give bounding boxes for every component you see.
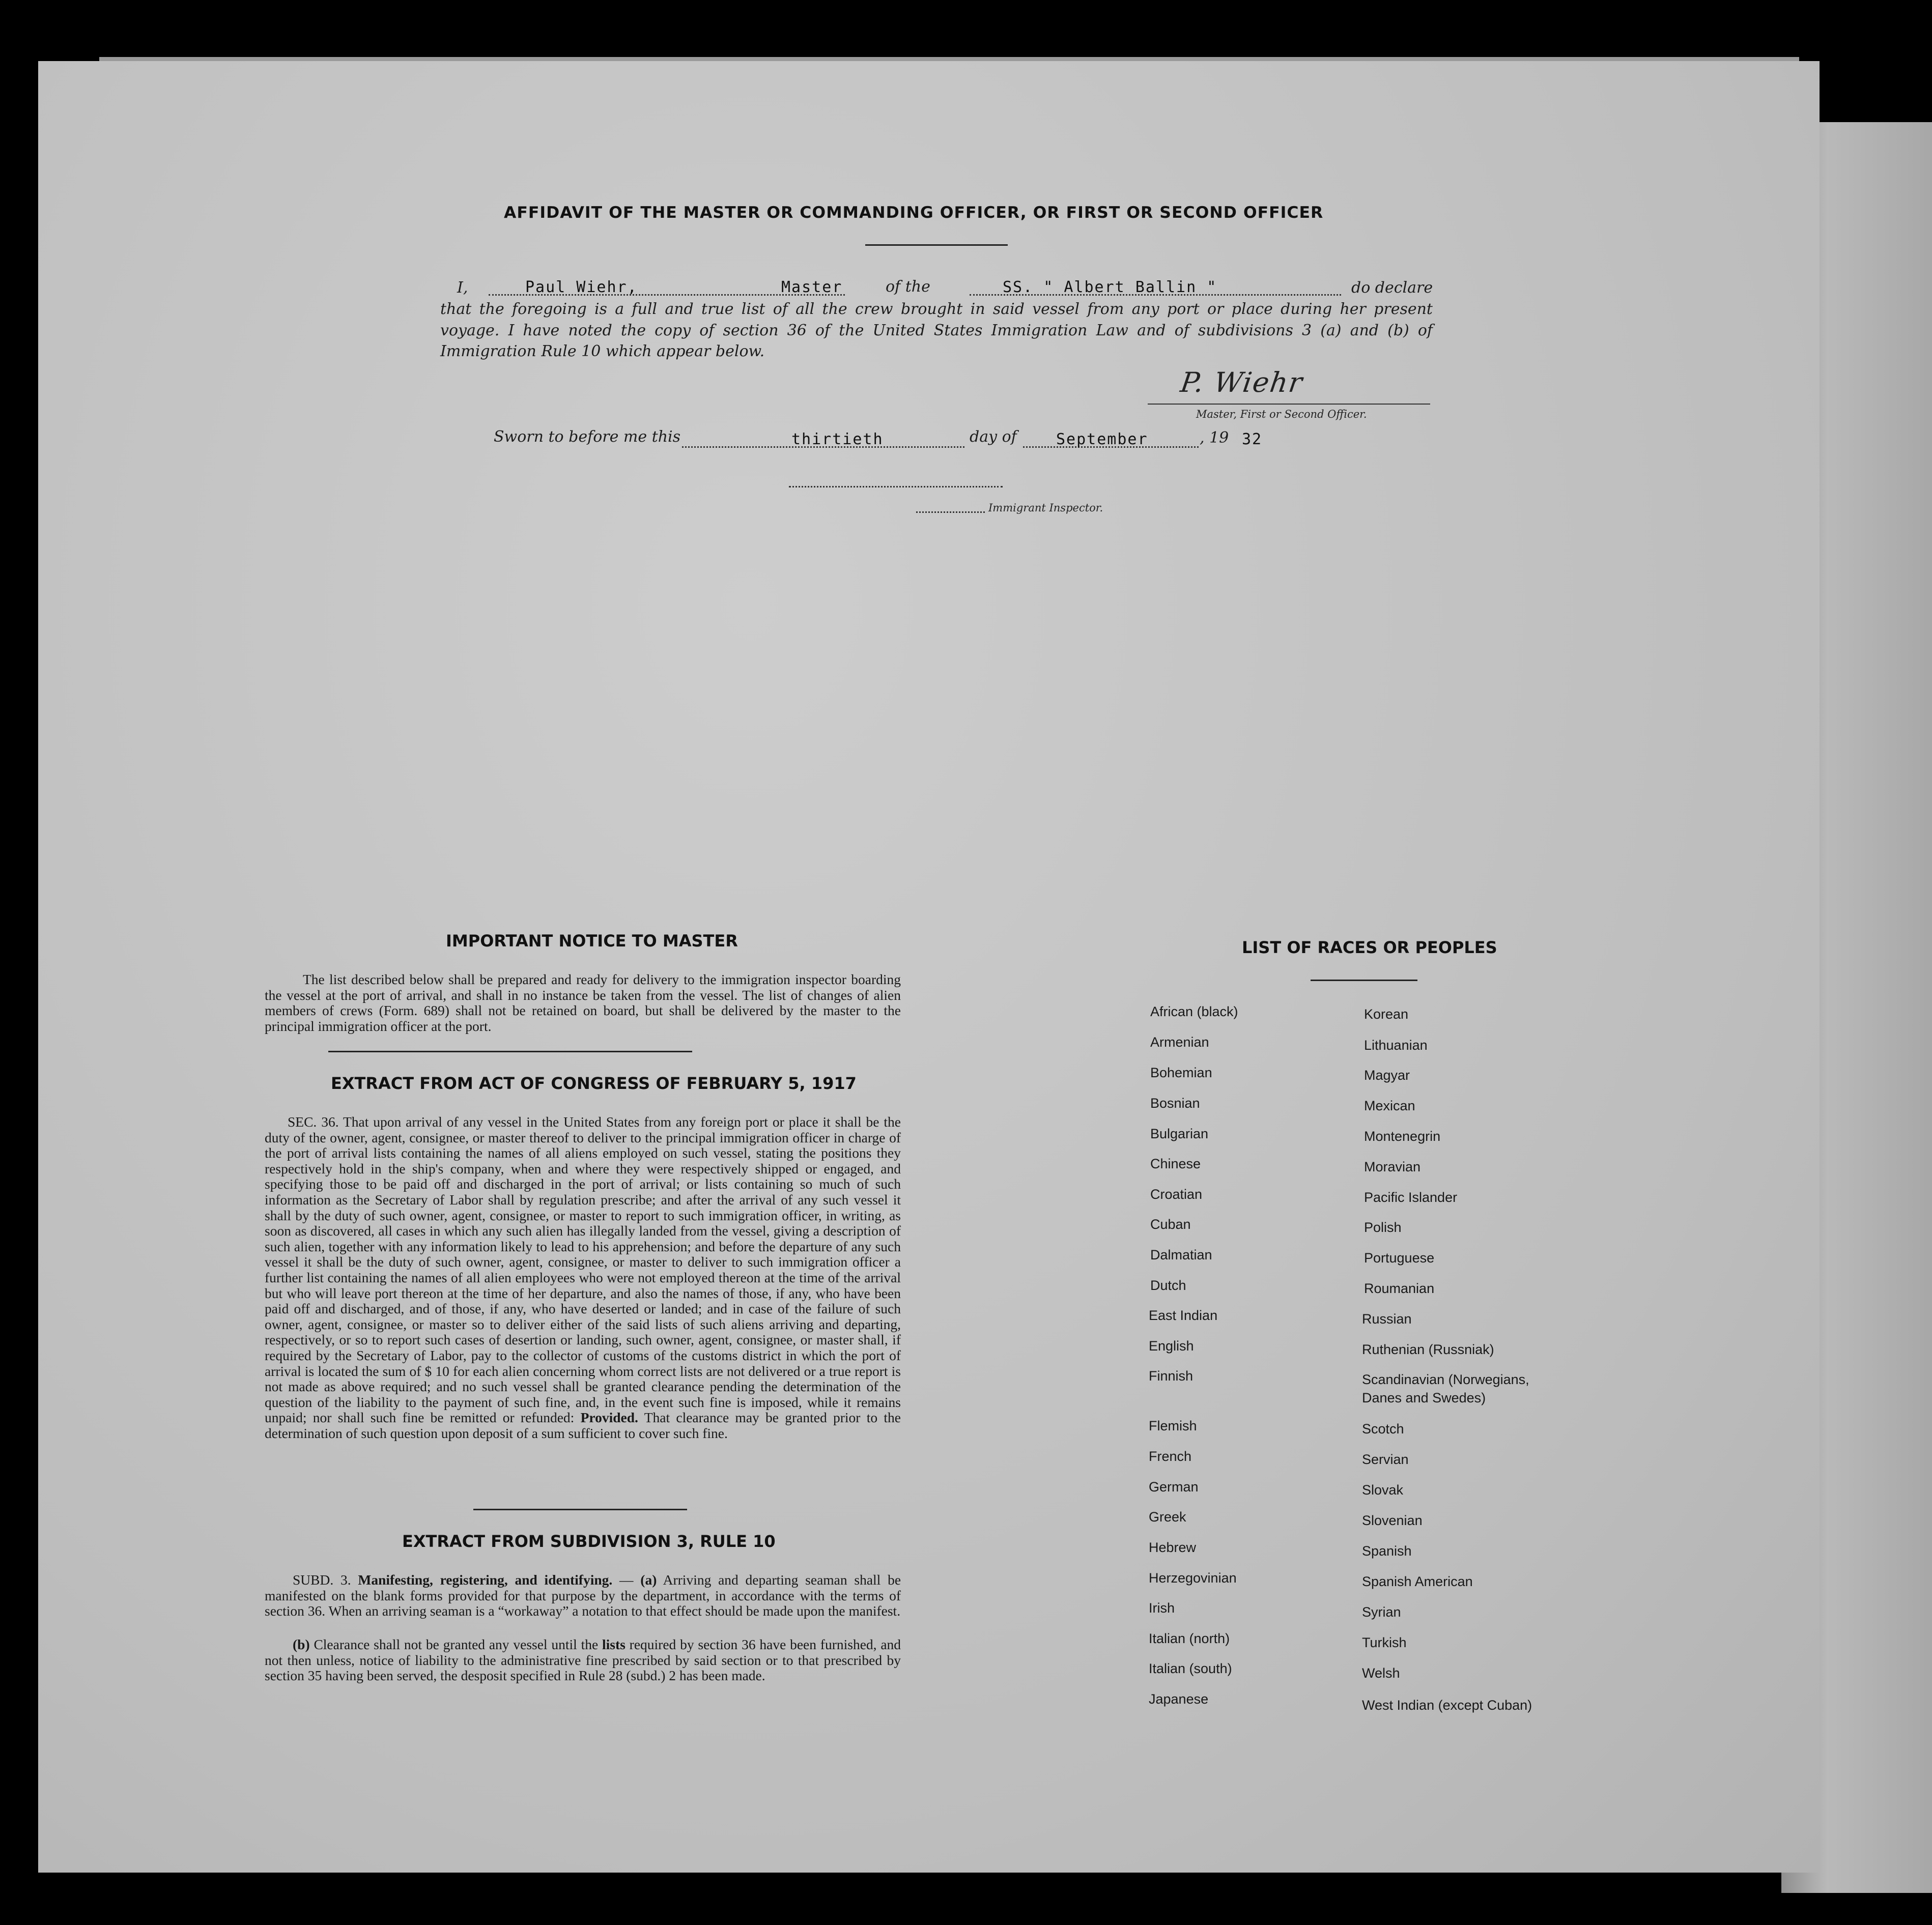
- race-item: Magyar: [1364, 1068, 1410, 1083]
- rule-heading: EXTRACT FROM SUBDIVISION 3, RULE 10: [402, 1532, 776, 1551]
- sworn-day: thirtieth: [791, 430, 884, 448]
- signature-caption: Master, First or Second Officer.: [1196, 408, 1367, 420]
- inspector-caption: Immigrant Inspector.: [988, 502, 1103, 514]
- inspector-signature-dots: [789, 486, 1003, 487]
- affidavit-body-line-3: Immigration Rule 10 which appear below.: [440, 342, 765, 360]
- day-of-label: day of: [970, 428, 1017, 446]
- race-item: Portuguese: [1364, 1250, 1435, 1266]
- race-item: Dutch: [1150, 1278, 1186, 1293]
- race-item: Scotch: [1362, 1421, 1404, 1436]
- notice-rule: [328, 1051, 692, 1052]
- act-text-end: That clearance may be granted prior to the determination of such question upon deposit of a sum sufficient to cover such fine.: [265, 1410, 901, 1441]
- notice-text: The list described below shall be prepared and ready for delivery to the immigration inspector boarding the vessel at the port of arrival, and shall in no instance be taken from the vessel. The list of changes of alien members of crews (Form. 689) shall not be retained on board, but shall be delivered by the master to the principal immigration officer at the port.: [265, 971, 901, 1034]
- race-item: Irish: [1149, 1600, 1175, 1616]
- race-item: German: [1149, 1479, 1199, 1495]
- subd-dash: —: [619, 1572, 634, 1588]
- race-item: Croatian: [1150, 1187, 1203, 1202]
- race-item: African (black): [1150, 1004, 1238, 1019]
- race-item: Russian: [1362, 1311, 1412, 1327]
- affidavit-heading: AFFIDAVIT OF THE MASTER OR COMMANDING OFFICER, OR FIRST OR SECOND OFFICER: [504, 204, 1324, 222]
- race-item: Hebrew: [1149, 1540, 1197, 1555]
- act-rule: [473, 1509, 687, 1510]
- race-item: Herzegovinian: [1149, 1570, 1237, 1586]
- race-item: Pacific Islander: [1364, 1190, 1458, 1205]
- race-item: Korean: [1364, 1007, 1409, 1022]
- race-item: Scandinavian (Norwegians, Danes and Swedes): [1362, 1372, 1529, 1405]
- rule-text-a: [265, 1572, 901, 1619]
- subd-b-text-2: required by section 36 have been furnished, and not then unless, notice of liability to the administrative fine prescribed by said section or to that prescribed by section 35 having been served, the desposit specified in Rule 28 (subd.) 2 has been made.: [265, 1636, 901, 1684]
- race-item: Servian: [1362, 1452, 1409, 1467]
- race-item: Slovenian: [1362, 1513, 1423, 1528]
- race-item: Syrian: [1362, 1604, 1401, 1620]
- race-item: Armenian: [1150, 1035, 1209, 1050]
- signature-line: [1148, 404, 1430, 405]
- race-item: Spanish: [1362, 1543, 1412, 1559]
- race-item: Roumanian: [1364, 1281, 1435, 1296]
- act-text-provided: Provided.: [580, 1410, 638, 1426]
- master-name: Paul Wiehr,: [525, 278, 638, 296]
- affidavit-body-line-1: that the foregoing is a full and true list of all the crew brought in said vessel from any port or place during her present: [440, 300, 1433, 318]
- act-text: [265, 1114, 901, 1441]
- race-item: East Indian: [1149, 1308, 1218, 1323]
- race-item: Bohemian: [1150, 1065, 1212, 1080]
- race-item: Bosnian: [1150, 1096, 1200, 1111]
- race-item: Lithuanian: [1364, 1038, 1428, 1053]
- sworn-prefix: Sworn to before me this: [494, 428, 681, 446]
- race-item: Flemish: [1149, 1418, 1197, 1433]
- races-heading: LIST OF RACES OR PEOPLES: [1242, 938, 1497, 957]
- race-item: Finnish: [1149, 1368, 1194, 1384]
- race-item: Moravian: [1364, 1159, 1421, 1174]
- subd-title: Manifesting, registering, and identifying.: [358, 1572, 613, 1588]
- of-the-label: of the: [886, 278, 930, 296]
- race-item: Polish: [1364, 1220, 1402, 1235]
- race-item: Bulgarian: [1150, 1126, 1209, 1141]
- sworn-year: 32: [1242, 430, 1263, 448]
- race-item: English: [1149, 1338, 1194, 1354]
- race-item: Turkish: [1362, 1635, 1407, 1650]
- race-item: Montenegrin: [1364, 1129, 1441, 1144]
- race-item: Mexican: [1364, 1098, 1415, 1113]
- subd-a-text: Arriving and departing seaman shall be manifested on the blank forms provided for that purpose by the department, in accordance with the terms of section 36. When an arriving seaman is a “workaway” a notation to that effect should be made upon the manifest.: [265, 1572, 901, 1619]
- vessel-name: SS. " Albert Ballin ": [1003, 278, 1217, 296]
- race-item: Welsh: [1362, 1665, 1400, 1681]
- race-item: French: [1149, 1449, 1192, 1464]
- affidavit-body-line-2: voyage. I have noted the copy of section 36 of the United States Immigration Law and of subdivisions 3 (a) and (b) of: [440, 322, 1433, 339]
- race-item: Greek: [1149, 1509, 1186, 1525]
- subd-b-label: (b): [293, 1636, 310, 1652]
- year-prefix: , 19: [1200, 429, 1229, 447]
- subd-b-lists: lists: [602, 1636, 626, 1652]
- subd-label: SUBD. 3.: [293, 1572, 351, 1588]
- do-declare-label: do declare: [1351, 279, 1433, 297]
- race-item: Ruthenian (Russniak): [1362, 1342, 1494, 1357]
- race-item: Spanish American: [1362, 1574, 1473, 1589]
- inspector-caption-dots: [916, 511, 985, 513]
- race-item: Japanese: [1149, 1691, 1209, 1707]
- affidavit-heading-rule: [865, 244, 1008, 246]
- race-item: Italian (south): [1149, 1661, 1232, 1676]
- master-rank: Master: [781, 278, 843, 296]
- subd-a-label: (a): [640, 1572, 657, 1588]
- race-item: Slovak: [1362, 1482, 1404, 1498]
- sworn-month: September: [1056, 430, 1148, 448]
- act-heading: EXTRACT FROM ACT OF CONGRESS OF FEBRUARY 5, 1917: [331, 1074, 857, 1093]
- race-item: Italian (north): [1149, 1631, 1230, 1646]
- subd-b-text-1: Clearance shall not be granted any vessel until the: [314, 1636, 599, 1652]
- race-item: Cuban: [1150, 1217, 1191, 1232]
- races-rule: [1311, 980, 1417, 981]
- race-item: Chinese: [1150, 1156, 1201, 1171]
- race-item: West Indian (except Cuban): [1362, 1698, 1532, 1713]
- master-signature: P. Wiehr: [1178, 366, 1305, 398]
- act-text-main: SEC. 36. That upon arrival of any vessel in the United States from any foreign port or place it shall be the duty of the owner, agent, consignee, or master thereof to deliver to the principal immigration officer in charge of the port of arrival lists containing the names of all aliens employed on such vessel, stating the positions they respectively hold in the ship's company, when and where they were respectively shipped or engaged, and specifying those to be paid off and discharged in the port of arrival; or lists containing so much of such information as the Secretary of Labor shall by regulation prescribe; and after the arrival of any such vessel it shall by the duty of such owner, agent, consignee, or master to report to such immigration officer, in writing, as soon as discovered, all cases in which any such alien has illegally landed from the vessel, giving a description of such alien, together with any information likely to lead to his apprehension; and before the departure of any such vessel it shall be the duty of such owner, agent, consignee, or master to deliver to such immigration officer a further list containing the names of all alien employees who were not employed thereon at the time of the arrival but who will leave port thereon at the time of her departure, and also the names of those, if any, who have been paid off and discharged, and of those, if any, who have deserted or landed; and in case of the failure of such owner, agent, consignee, or master so to deliver either of the said lists of such aliens arriving and departing, respectively, or so to report such cases of desertion or landing, such owner, agent, consignee, or master shall, if required by the Secretary of Labor, pay to the collector of customs of the customs district in which the port of arrival is located the sum of $ 10 for each alien concerning whom correct lists are not delivered or a true report is not made as above required; and no such vessel shall be granted clearance pending the determination of the question of the liability to the payment of such fine, and, in the event such fine is imposed, while it remains unpaid; nor shall such fine be remitted or refunded:: [265, 1114, 901, 1426]
- race-item: Dalmatian: [1150, 1247, 1212, 1262]
- affidavit-i-label: I,: [457, 279, 468, 297]
- rule-text-b: [265, 1637, 901, 1684]
- notice-heading: IMPORTANT NOTICE TO MASTER: [446, 931, 738, 951]
